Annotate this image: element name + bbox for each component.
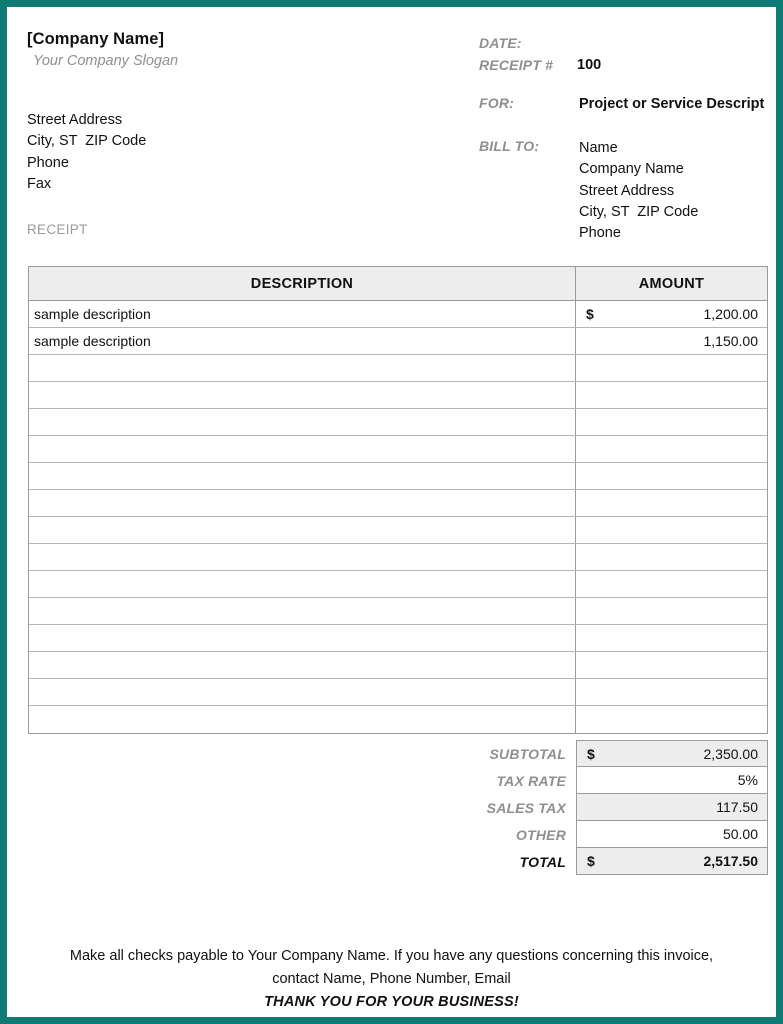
totals-value-cell[interactable]	[576, 794, 768, 821]
cell-description	[29, 436, 576, 462]
receipt-meta-block	[479, 35, 776, 78]
cell-amount	[576, 328, 767, 354]
bill-to-line-company: Company Name	[579, 161, 684, 178]
cell-amount	[576, 490, 767, 516]
address-line-phone: Phone	[27, 154, 69, 171]
table-row[interactable]	[29, 463, 767, 490]
cell-amount	[576, 517, 767, 543]
cell-currency-symbol: $	[586, 306, 594, 322]
cell-amount	[576, 625, 767, 651]
totals-label: SALES TAX	[486, 799, 566, 816]
cell-description: sample description	[29, 301, 576, 327]
footer-note	[7, 945, 776, 1014]
totals-value-cell[interactable]	[576, 821, 768, 848]
bill-to-line-city: City, ST ZIP Code	[579, 203, 699, 220]
column-header-description: DESCRIPTION	[29, 267, 576, 300]
cell-amount	[576, 544, 767, 570]
totals-label: TOTAL	[519, 853, 566, 870]
table-row[interactable]	[29, 355, 767, 382]
table-row[interactable]	[29, 301, 767, 328]
totals-value: 5%	[737, 772, 758, 788]
document-type-label: RECEIPT	[27, 222, 88, 237]
totals-row	[407, 740, 768, 767]
company-address-block	[27, 110, 327, 195]
totals-label: TAX RATE	[496, 772, 566, 789]
totals-currency-symbol: $	[587, 745, 595, 762]
cell-description	[29, 490, 576, 516]
totals-value: 117.50	[716, 799, 758, 815]
table-row[interactable]	[29, 625, 767, 652]
footer-line-1: Make all checks payable to Your Company Name. If you have any questions concerning this invoice,	[69, 948, 714, 964]
totals-value-cell[interactable]	[576, 767, 768, 794]
cell-description: sample description	[29, 328, 576, 354]
company-name: [Company Name]	[27, 30, 165, 48]
totals-row	[407, 794, 768, 821]
cell-description	[29, 625, 576, 651]
cell-amount-value: 1,200.00	[703, 306, 758, 322]
line-items-body	[29, 301, 767, 733]
bill-to-line-phone: Phone	[579, 225, 621, 242]
cell-description	[29, 463, 576, 489]
table-row[interactable]	[29, 382, 767, 409]
totals-value-cell[interactable]	[576, 740, 768, 767]
cell-amount	[576, 652, 767, 678]
table-row[interactable]	[29, 571, 767, 598]
table-row[interactable]	[29, 436, 767, 463]
company-slogan: Your Company Slogan	[33, 53, 179, 69]
cell-description	[29, 517, 576, 543]
totals-row	[407, 848, 768, 875]
cell-amount	[576, 382, 767, 408]
cell-description	[29, 409, 576, 435]
for-label: FOR:	[479, 95, 515, 111]
table-row[interactable]	[29, 598, 767, 625]
cell-amount	[576, 706, 767, 733]
cell-description	[29, 652, 576, 678]
cell-description	[29, 679, 576, 705]
receipt-number-row	[479, 57, 776, 79]
footer-thank-you: THANK YOU FOR YOUR BUSINESS!	[264, 994, 519, 1010]
table-header-row	[29, 267, 767, 301]
bill-to-row	[479, 138, 779, 244]
cell-amount	[576, 571, 767, 597]
bill-to-line-name: Name	[579, 140, 618, 156]
address-line-street: Street Address	[27, 112, 123, 128]
line-items-table	[28, 266, 768, 734]
cell-description	[29, 382, 576, 408]
cell-amount	[576, 355, 767, 381]
cell-description	[29, 706, 576, 733]
column-header-amount: AMOUNT	[638, 275, 705, 292]
table-row[interactable]	[29, 652, 767, 679]
footer-line-2: contact Name, Phone Number, Email	[272, 971, 511, 987]
table-row[interactable]	[29, 490, 767, 517]
receipt-sheet	[7, 7, 776, 1017]
totals-row	[407, 821, 768, 848]
bill-to-line-street: Street Address	[579, 182, 675, 199]
table-row[interactable]	[29, 679, 767, 706]
cell-amount	[576, 679, 767, 705]
bill-to-label: BILL TO:	[479, 138, 540, 154]
table-row[interactable]	[29, 517, 767, 544]
date-row	[479, 35, 776, 57]
receipt-number-value[interactable]: 100	[577, 56, 602, 73]
table-row[interactable]	[29, 544, 767, 571]
table-row[interactable]	[29, 706, 767, 733]
cell-amount	[576, 463, 767, 489]
cell-amount	[576, 436, 767, 462]
cell-description	[29, 571, 576, 597]
table-row[interactable]	[29, 409, 767, 436]
cell-amount	[576, 598, 767, 624]
totals-value-cell[interactable]	[576, 848, 768, 875]
receipt-number-label: RECEIPT #	[479, 56, 554, 73]
cell-amount-value: 1,150.00	[703, 333, 758, 349]
company-identity-block	[27, 29, 457, 71]
date-label: DATE:	[479, 35, 522, 51]
cell-description	[29, 544, 576, 570]
totals-block	[407, 740, 768, 875]
totals-currency-symbol: $	[587, 853, 595, 869]
totals-value: 50.00	[722, 826, 758, 842]
totals-row	[407, 767, 768, 794]
bill-to-value-block[interactable]	[579, 138, 698, 244]
cell-description	[29, 598, 576, 624]
address-line-city: City, ST ZIP Code	[27, 133, 147, 150]
address-line-fax: Fax	[27, 175, 52, 192]
cell-description	[29, 355, 576, 381]
for-value[interactable]: Project or Service Descript	[579, 96, 765, 112]
for-row	[479, 95, 779, 113]
totals-label: SUBTOTAL	[489, 745, 566, 762]
totals-value: 2,350.00	[703, 745, 758, 762]
totals-label: OTHER	[516, 826, 566, 843]
table-row[interactable]	[29, 328, 767, 355]
totals-value: 2,517.50	[703, 853, 758, 869]
cell-amount	[576, 301, 767, 327]
cell-amount	[576, 409, 767, 435]
